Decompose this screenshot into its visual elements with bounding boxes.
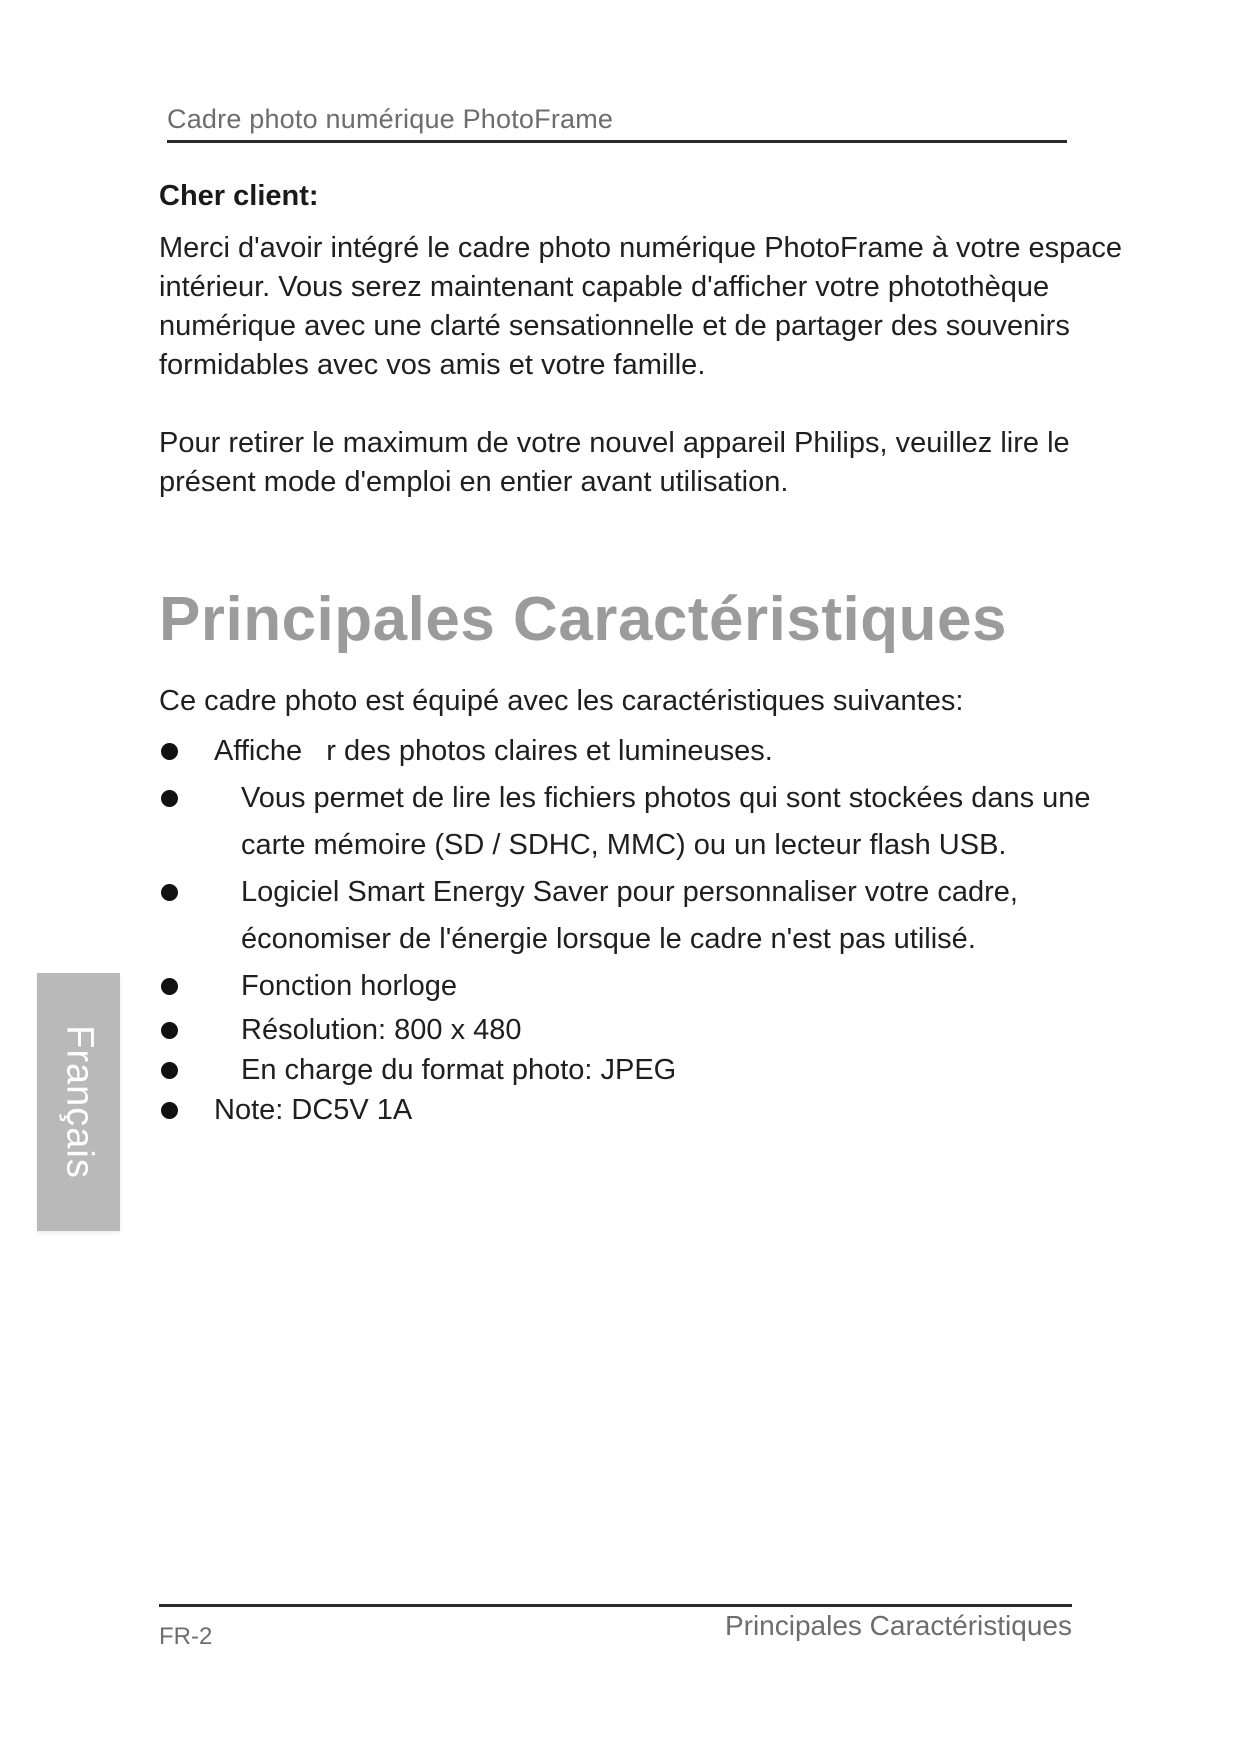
section-intro: Ce cadre photo est équipé avec les caractéristiques suivantes: bbox=[159, 685, 964, 717]
footer-divider bbox=[159, 1604, 1072, 1607]
welcome-paragraph: Merci d'avoir intégré le cadre photo numérique PhotoFrame à votre espace intérieur. Vous serez maintenant capable d'afficher votre photothèque numérique avec une clarté sensationnelle et de partager des souvenirs formidables avec vos amis et votre famille. bbox=[159, 232, 1123, 381]
reading-advice-paragraph: Pour retirer le maximum de votre nouvel appareil Philips, veuillez lire le présent mode d'emploi en entier avant utilisation. bbox=[159, 427, 1070, 498]
bullet-icon bbox=[161, 1102, 178, 1119]
section-heading: Principales Caractéristiques bbox=[159, 585, 1007, 654]
feature-list bbox=[159, 728, 1139, 1130]
feature-text: En charge du format photo: JPEG bbox=[241, 1054, 677, 1086]
feature-text: Résolution: 800 x 480 bbox=[241, 1014, 522, 1046]
bullet-icon bbox=[161, 884, 178, 901]
header-title: Cadre photo numérique PhotoFrame bbox=[167, 104, 614, 134]
bullet-icon bbox=[161, 978, 178, 995]
language-tab-label: Français bbox=[58, 1025, 100, 1179]
header-divider bbox=[167, 140, 1067, 143]
page-number: FR-2 bbox=[159, 1623, 213, 1650]
footer-section-title: Principales Caractéristiques bbox=[724, 1610, 1072, 1641]
feature-item bbox=[159, 1090, 1139, 1130]
bullet-icon bbox=[161, 790, 178, 807]
greeting: Cher client: bbox=[159, 180, 319, 212]
feature-text: Note: DC5V 1A bbox=[214, 1094, 413, 1126]
feature-item bbox=[159, 869, 1139, 963]
feature-item bbox=[159, 1010, 1139, 1050]
language-tab bbox=[37, 973, 120, 1231]
bullet-icon bbox=[161, 1022, 178, 1039]
feature-text: Affiche r des photos claires et lumineuses. bbox=[214, 735, 773, 767]
feature-item bbox=[159, 963, 1139, 1010]
feature-text: Vous permet de lire les fichiers photos qui sont stockées dans une carte mémoire (SD / SDHC, MMC) ou un lecteur flash USB. bbox=[241, 782, 1091, 861]
feature-text: Fonction horloge bbox=[241, 970, 458, 1002]
bullet-icon bbox=[161, 1062, 178, 1079]
feature-item bbox=[159, 728, 1139, 775]
bullet-icon bbox=[161, 743, 178, 760]
feature-item bbox=[159, 1050, 1139, 1090]
feature-text: Logiciel Smart Energy Saver pour personnaliser votre cadre, économiser de l'énergie lorsque le cadre n'est pas utilisé. bbox=[241, 876, 1018, 955]
feature-item bbox=[159, 775, 1139, 869]
